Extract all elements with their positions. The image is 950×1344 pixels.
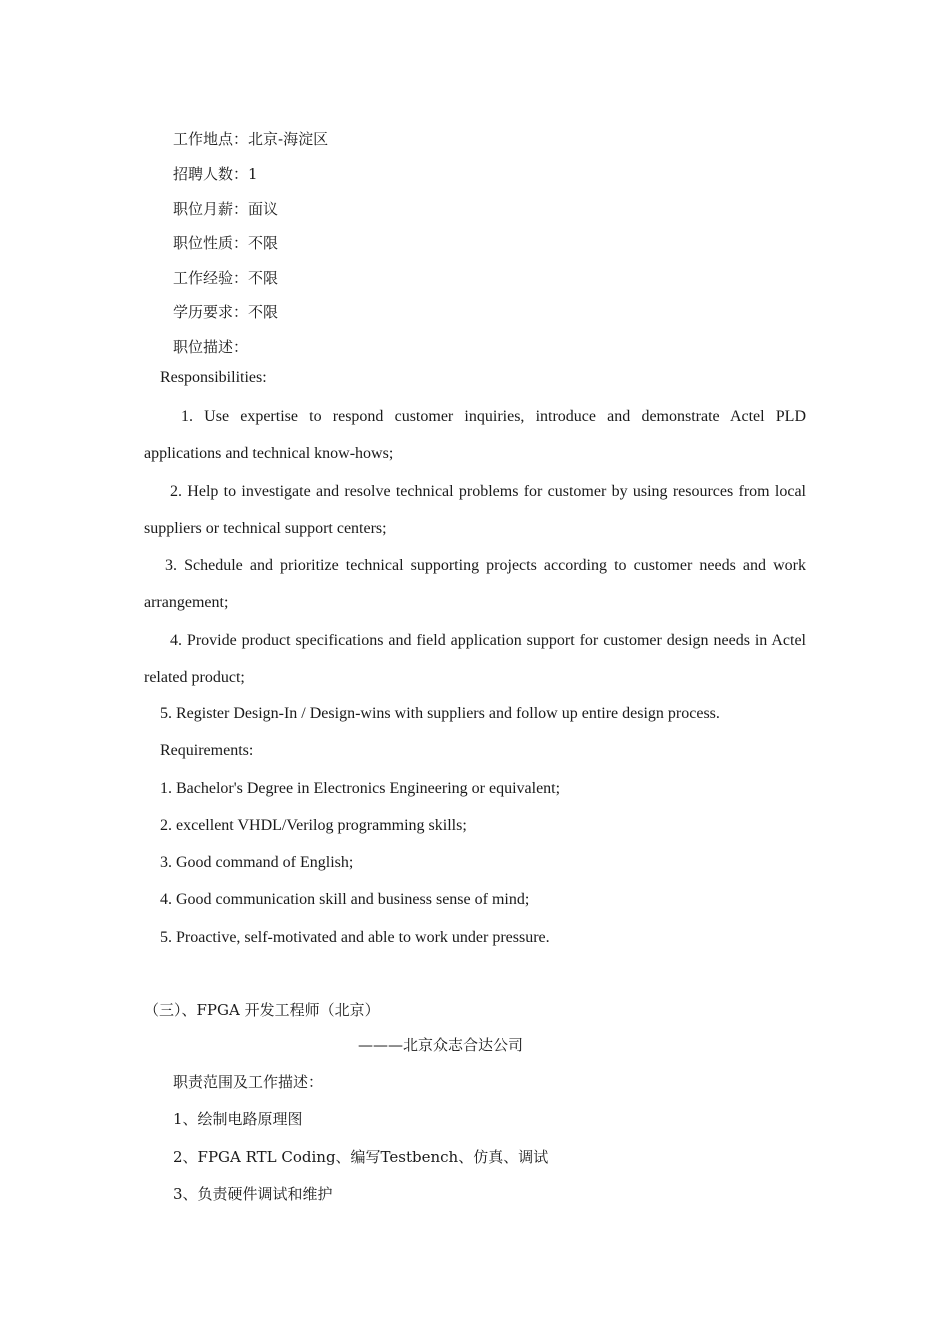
responsibility-item: 5. Register Design-In / Design-wins with suppliers and follow up entire design process. [160, 705, 720, 722]
section-title: （三）、FPGA 开发工程师（北京） [144, 1001, 380, 1019]
requirement-item: 3. Good command of English; [160, 854, 354, 871]
job-education: 学历要求：不限 [173, 303, 279, 321]
job-description-label: 职位描述： [173, 338, 249, 356]
responsibilities-heading: Responsibilities: [160, 369, 267, 386]
requirement-item: 2. excellent VHDL/Verilog programming skills; [160, 817, 467, 834]
job-nature: 职位性质：不限 [173, 234, 279, 252]
duty-item: 1、绘制电路原理图 [173, 1110, 303, 1128]
responsibility-item: 4. Provide product specifications and field application support for customer design needs in Actel related product; [144, 632, 806, 686]
requirements-heading: Requirements: [160, 742, 254, 759]
requirement-item: 5. Proactive, self-motivated and able to work under pressure. [160, 929, 550, 946]
requirement-item: 4. Good communication skill and business sense of mind; [160, 891, 530, 908]
responsibility-item: 2. Help to investigate and resolve technical problems for customer by using resources from local suppliers or technical support centers; [144, 483, 806, 537]
job-headcount: 招聘人数：1 [173, 165, 258, 183]
responsibility-item: 1. Use expertise to respond customer inquiries, introduce and demonstrate Actel PLD applications and technical know-hows; [144, 408, 806, 462]
duty-item: 2、FPGA RTL Coding、编写Testbench、仿真、调试 [173, 1148, 549, 1166]
responsibility-item: 3. Schedule and prioritize technical supporting projects according to customer needs and work arrangement; [144, 557, 806, 611]
company-name: ———北京众志合达公司 [358, 1036, 524, 1054]
job-experience: 工作经验：不限 [173, 269, 279, 287]
duty-item: 3、负责硬件调试和维护 [173, 1185, 333, 1203]
duties-label: 职责范围及工作描述： [173, 1073, 324, 1091]
job-location: 工作地点：北京-海淀区 [173, 130, 329, 148]
job-salary: 职位月薪：面议 [173, 200, 279, 218]
requirement-item: 1. Bachelor's Degree in Electronics Engineering or equivalent; [160, 780, 561, 797]
